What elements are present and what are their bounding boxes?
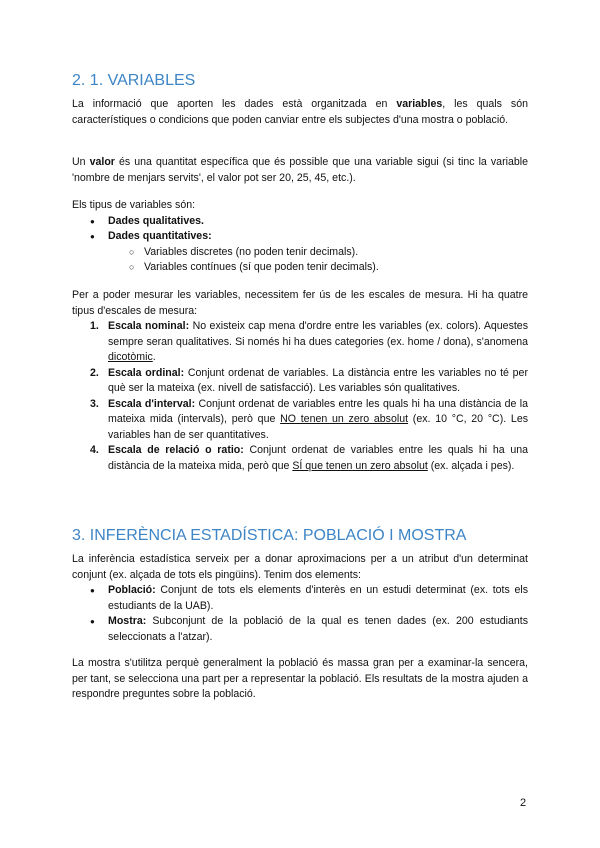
variable-types-section <box>72 198 528 276</box>
underlined-term: SÍ que tenen un zero absolut <box>292 459 428 472</box>
list-item: 1. Escala nominal: No existeix cap mena d'ordre entre les variables (ex. colors). Aquestes sempre seran qualitatives. Si només hi ha dues categories (ex. home / dona), s'anomena dicotòmic. <box>90 320 528 363</box>
underlined-term: dicotòmic <box>108 351 153 363</box>
list-item: ● Mostra: Subconjunt de la població de la qual es tenen dades (ex. 200 estudiants seleccionats a l'atzar). <box>72 614 528 645</box>
list-item: ● Població: Conjunt de tots els elements d'interès en un estudi determinat (ex. tots els estudiants de la UAB). <box>72 583 528 614</box>
inference-section <box>72 552 528 645</box>
quantitative-subtypes-list <box>72 245 528 276</box>
list-item: ○ Variables discretes (no poden tenir decimals). <box>72 245 528 261</box>
section-heading-variables: 2. 1. VARIABLES <box>72 72 196 89</box>
list-item: 4. Escala de relació o ratio: Conjunt ordenat de variables entre les quals hi ha una distància de la mateixa mida, però que SÍ que tenen un zero absolut (ex. alçada i pes). <box>90 444 528 472</box>
scales-list <box>72 319 528 474</box>
page-number: 2 <box>520 797 527 809</box>
term-valor: valor <box>89 156 115 168</box>
list-item: 2. Escala ordinal: Conjunt ordenat de variables. La distància entre les variables no té per què ser la mateixa (ex. nivell de satisfacció). Les variables són qualitatives. <box>90 366 528 394</box>
variable-types-list <box>72 214 528 245</box>
term-variables: variables <box>396 98 443 110</box>
elements-list <box>72 583 528 645</box>
list-item: ● Dades qualitatives. <box>72 214 528 230</box>
paragraph-valor-definition: Un valor és una quantitat específica que és possible que una variable sigui (si tinc la variable 'nombre de menjars servits', el valor pot ser 20, 25, 45, etc.). <box>72 156 528 184</box>
underlined-term: NO tenen un zero absolut <box>280 413 409 425</box>
inference-intro: La inferència estadística serveix per a donar aproximacions per a un atribut d'un determinat conjunt (ex. alçada de tots els pingüins). Tenim dos elements: <box>72 553 528 581</box>
list-item: ○ Variables contínues (sí que poden tenir decimals). <box>72 260 528 276</box>
paragraph-variables-definition: La informació que aporten les dades està organitzada en variables, les quals són característiques o condicions que poden canviar entre els subjectes d'una mostra o població. <box>72 98 528 126</box>
paragraph-sample-closing: La mostra s'utilitza perquè generalment la població és massa gran per a examinar-la sencera, per tant, se selecciona una part per a representar la població. Els resultats de la mostra ajuden a respondre preguntes sobre la població. <box>72 657 528 700</box>
measurement-scales-section <box>72 288 528 474</box>
types-intro: Els tipus de variables són: <box>72 199 196 211</box>
scales-intro: Per a poder mesurar les variables, necessitem fer ús de les escales de mesura. Hi ha quatre tipus d'escales de mesura: <box>72 289 528 317</box>
list-item: 3. Escala d'interval: Conjunt ordenat de variables entre les quals hi ha una distància de la mateixa mida (intervals), però que NO tenen un zero absolut (ex. 10 °C, 20 °C). Les variables han de ser quantitatives. <box>90 397 529 441</box>
list-item: ● Dades quantitatives: <box>72 229 528 245</box>
section-heading-inference: 3. INFERÈNCIA ESTADÍSTICA: POBLACIÓ I MOSTRA <box>72 527 467 544</box>
